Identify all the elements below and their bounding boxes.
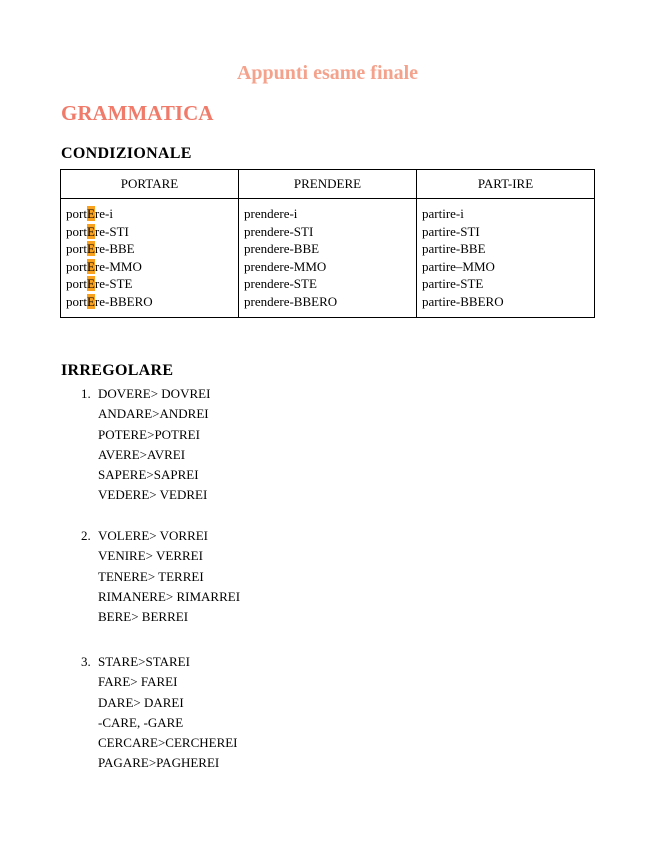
list-item <box>81 485 210 505</box>
list-item <box>81 526 240 546</box>
list-item <box>81 567 240 587</box>
heading-condizionale: CONDIZIONALE <box>61 145 192 162</box>
form-stem: port <box>66 293 87 309</box>
form-stem: prendere-STE <box>244 276 317 292</box>
list-item <box>81 713 238 733</box>
conjugation-form <box>244 275 412 293</box>
column-header-partire: PART-IRE <box>417 170 595 199</box>
form-stem: partire-BBE <box>422 241 486 257</box>
verb-form: AVERE>AVREI <box>98 446 186 462</box>
conjugation-cell-portare <box>61 199 239 318</box>
verb-form: DARE> DAREI <box>98 694 184 710</box>
conjugation-form <box>244 205 412 223</box>
form-ending: re-BBE <box>94 241 135 257</box>
highlighted-vowel: E <box>86 223 95 239</box>
verb-form: FARE> FAREI <box>98 674 178 690</box>
list-item <box>81 672 238 692</box>
conjugation-form <box>244 258 412 276</box>
list-number: 3. <box>81 654 91 669</box>
form-stem: partire-STI <box>422 223 480 239</box>
verb-form: DOVERE> DOVREI <box>98 386 211 401</box>
form-stem: prendere-BBE <box>244 241 320 257</box>
conjugation-form <box>66 275 234 293</box>
conjugation-form <box>244 223 412 241</box>
conjugation-form <box>422 205 590 223</box>
form-stem: partire-BBERO <box>422 293 504 309</box>
highlighted-vowel: E <box>86 241 95 257</box>
list-item <box>81 404 210 424</box>
list-item <box>81 425 210 445</box>
column-header-portare: PORTARE <box>61 170 239 199</box>
verb-form: TENERE> TERREI <box>98 568 204 584</box>
form-stem: port <box>66 241 87 257</box>
conjugation-form <box>66 240 234 258</box>
verb-form: CERCARE>CERCHEREI <box>98 735 238 751</box>
list-item <box>81 445 210 465</box>
conjugation-form <box>244 293 412 311</box>
form-stem: prendere-STI <box>244 223 314 239</box>
form-ending: re-STE <box>94 276 133 292</box>
list-item <box>81 652 238 672</box>
heading-irregolare: IRREGOLARE <box>61 362 174 379</box>
form-stem: port <box>66 258 87 274</box>
list-item <box>81 587 240 607</box>
conjugation-cell-prendere <box>239 199 417 318</box>
highlighted-vowel: E <box>86 206 95 221</box>
conditional-table <box>60 169 595 318</box>
verb-form: VENIRE> VERREI <box>98 548 203 564</box>
verb-form: PAGARE>PAGHEREI <box>98 755 220 771</box>
form-stem: port <box>66 206 87 221</box>
conjugation-form <box>422 223 590 241</box>
verb-form: POTERE>POTREI <box>98 426 200 442</box>
document-title: Appunti esame finale <box>236 62 419 84</box>
form-ending: re-STI <box>94 223 129 239</box>
list-item <box>81 733 238 753</box>
list-number: 1. <box>81 386 91 401</box>
irregular-group-2 <box>81 526 240 627</box>
irregular-group-3 <box>81 652 238 774</box>
verb-form: STARE>STAREI <box>98 654 190 669</box>
verb-form: VOLERE> VORREI <box>98 528 209 543</box>
conjugation-form <box>66 205 234 223</box>
form-ending: re-i <box>94 206 113 221</box>
table-row <box>61 199 595 318</box>
form-ending: re-MMO <box>94 258 142 274</box>
conjugation-form <box>422 275 590 293</box>
list-number: 2. <box>81 528 91 543</box>
form-stem: prendere-MMO <box>244 258 327 274</box>
highlighted-vowel: E <box>86 276 95 292</box>
list-item <box>81 753 238 773</box>
irregular-group-1 <box>81 384 210 506</box>
list-item <box>81 384 210 404</box>
conjugation-form <box>422 240 590 258</box>
conjugation-form <box>244 240 412 258</box>
table-header-row <box>61 170 595 199</box>
list-item <box>81 607 240 627</box>
list-item <box>81 465 210 485</box>
column-header-prendere: PRENDERE <box>239 170 417 199</box>
list-item <box>81 693 238 713</box>
form-stem: port <box>66 276 87 292</box>
verb-form: ANDARE>ANDREI <box>98 406 209 422</box>
conjugation-form <box>66 258 234 276</box>
verb-form: RIMANERE> RIMARREI <box>98 588 241 604</box>
verb-form: SAPERE>SAPREI <box>98 467 199 483</box>
verb-form: VEDERE> VEDREI <box>98 487 208 503</box>
conjugation-form <box>66 223 234 241</box>
form-stem: partire-STE <box>422 276 484 292</box>
form-stem: prendere-BBERO <box>244 293 338 309</box>
form-stem: prendere-i <box>244 206 298 221</box>
form-stem: partire–MMO <box>422 258 495 274</box>
form-stem: port <box>66 223 87 239</box>
section-title-grammatica: GRAMMATICA <box>61 101 214 125</box>
highlighted-vowel: E <box>86 258 95 274</box>
list-item <box>81 546 240 566</box>
conjugation-form <box>66 293 234 311</box>
verb-form: -CARE, -GARE <box>98 714 184 730</box>
conjugation-cell-partire <box>417 199 595 318</box>
form-stem: partire-i <box>422 206 464 221</box>
verb-form: BERE> BERREI <box>98 609 189 625</box>
highlighted-vowel: E <box>86 293 95 309</box>
conjugation-form <box>422 258 590 276</box>
conjugation-form <box>422 293 590 311</box>
form-ending: re-BBERO <box>94 293 153 309</box>
